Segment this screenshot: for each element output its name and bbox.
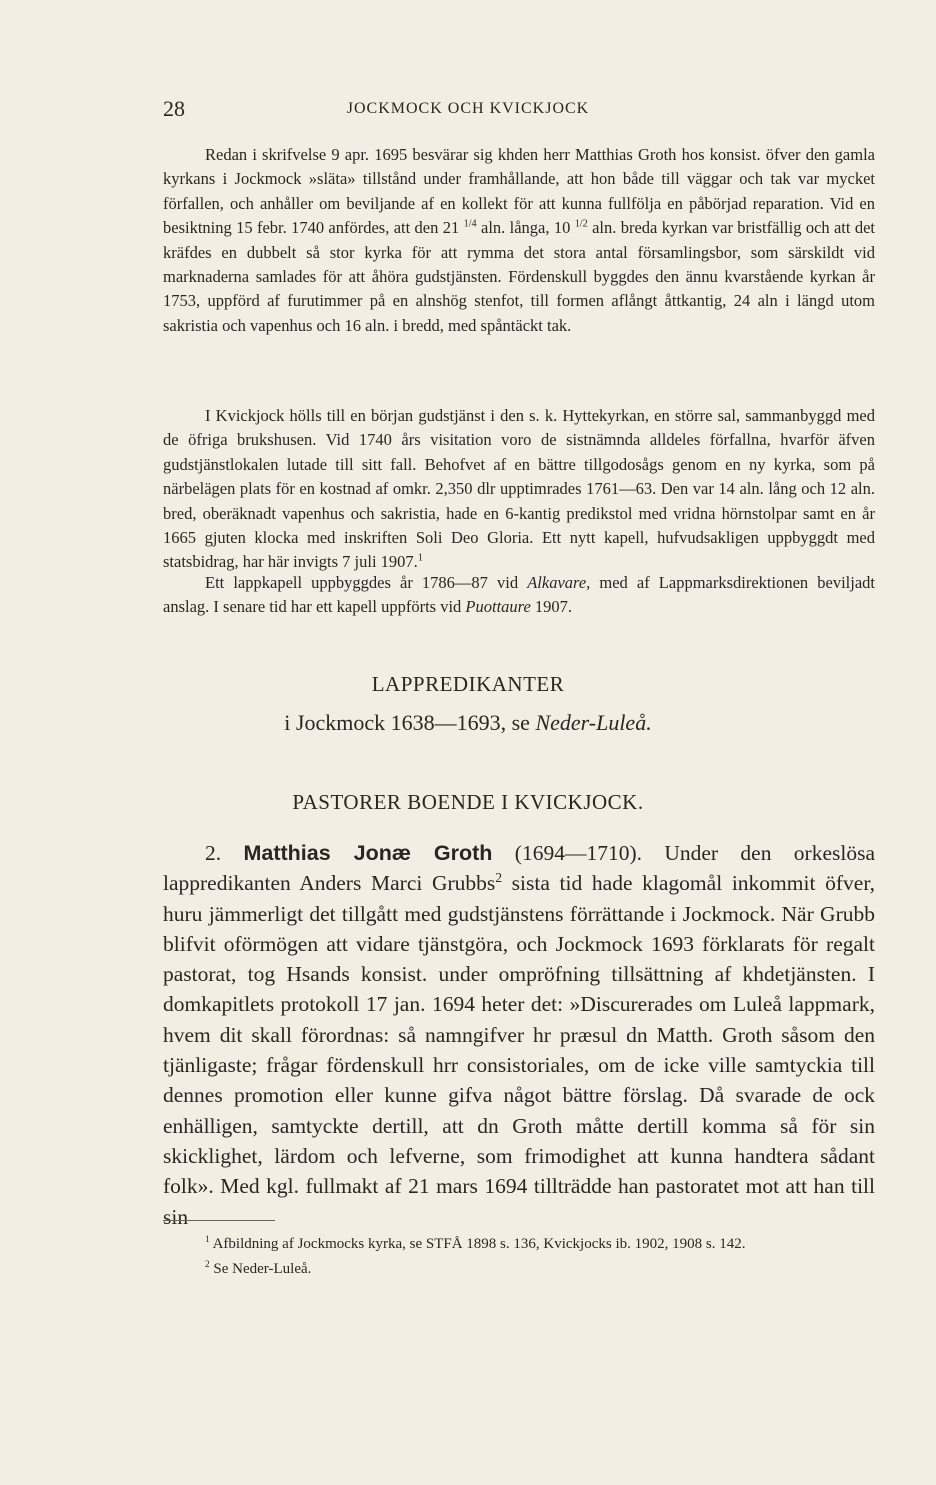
section-heading-pastorer: PASTORER BOENDE I KVICKJOCK. (292, 790, 644, 814)
running-title: JOCKMOCK OCH KVICKJOCK (346, 100, 590, 117)
paragraph-lappkapell: Ett lappkapell uppbyggdes år 1786—87 vid Alkavare, med af Lappmarksdirektionen beviljadt anslag. I senare tid har ett kapell uppförts vid Puottaure 1907. (163, 573, 875, 617)
footnote-2: $^2$ Se Neder-Luleå. (205, 1260, 312, 1277)
section-heading-lappredikanter: LAPPREDIKANTER (371, 672, 565, 696)
paragraph-church-history: Redan i skrifvelse 9 apr. 1695 besvärar sig khden herr Matthias Groth hos konsist. öfver den gamla kyrkans i Jockmock »släta» tillstånd under framhållande, att hon både till väggar och tak var mycket förfallen, och anhåller om beviljande af en kollekt för att kunna fullfölja en påbörjad reparation. Vid en besiktning 15 febr. 1740 anfördes, att den 21 $^{1/4}$ aln. långa, 10 $^{1/2}$ aln. breda kyrkan var bristfällig och att det kräfdes en dubbelt så stor kyrka för att rymma det stora antal församlingsbor, som särskildt vid marknaderna samlades för att åhöra gudstjänsten. Fördenskull byggdes den ännu kvarstående kyrkan år 1753, uppförd af furutimmer på en alnshög stenfot, till formen aflångt åttkantig, 24 aln i längd utom sakristia och vapenhus och 16 aln. i bredd, med spåntäckt tak. (163, 145, 875, 335)
footnote-divider (163, 1220, 275, 1221)
page-number: 28 (163, 96, 185, 121)
section-subheading: i Jockmock 1638—1693, se Neder-Luleå. (284, 710, 652, 735)
footnote-ref-2: 2 (495, 870, 502, 886)
entry-matthias-groth: 2. Matthias Jonæ Groth (1694—1710). Under den orkeslösa lappredikanten Anders Marci Grubbs$^2$ sista tid hade klagomål inkommit öfver, huru jämmerligt det tillgått med gudstjänstens förrättande i Jockmock. När Grubb blifvit oförmögen att vidare tjänstgöra, och Jockmock 1693 förklarats för regalt pastorat, tog Hsands konsist. under ompröfning tillsättning af khdetjänsten. I domkapitlets protokoll 17 jan. 1694 heter det: »Discurerades om Luleå lappmark, hvem dit skall förordnas: så namngifver hr præsul dn Matth. Groth såsom den tjänligaste; frågar fördenskull hrr consistoriales, om de icke ville samtyckia till dennes promotion eller kunne gifva något bättre förslag. Då svarade de ock enhälligen, samtyckte dertill, att dn Groth måtte dertill komma så för sin skicklighet, lärdom och lefverne, som frimodighet att kunna handtera sådant folk». Med kgl. fullmakt af 21 mars 1694 tillträdde han pastoratet mot att han till sin (163, 841, 876, 1229)
footnote-ref-1: 1 (417, 552, 423, 564)
footnote-1: $^1$ Afbildning af Jockmocks kyrka, se STFÅ 1898 s. 136, Kvickjocks ib. 1902, 1908 s. 142. (205, 1235, 746, 1252)
paragraph-kvickjock-church: I Kvickjock hölls till en början gudstjänst i den s. k. Hyttekyrkan, en större sal, sammanbyggd med de öfriga brukshusen. Vid 1740 års visitation voro de sistnämnda alldeles förfallna, hvarför äfven gudstjänstlokalen lutade till sitt fall. Behofvet af en bättre tillgodosågs genom en ny kyrka, som på närbelägen plats för en kostnad af omkr. 2,350 dlr upptimrades 1761—63. Den var 14 aln. lång och 12 aln. bred, oberäknadt vapenhus och sakristia, hade en 6-kantig predikstol med vridna hörnstolpar samt en år 1665 gjuten klocka med inskriften Soli Deo Gloria. Ett nytt kapell, hufvudsakligen uppbyggdt med statsbidrag, har här invigts 7 juli 1907.$^1$ (163, 406, 875, 572)
person-name: Matthias Jonæ Groth (243, 841, 493, 865)
